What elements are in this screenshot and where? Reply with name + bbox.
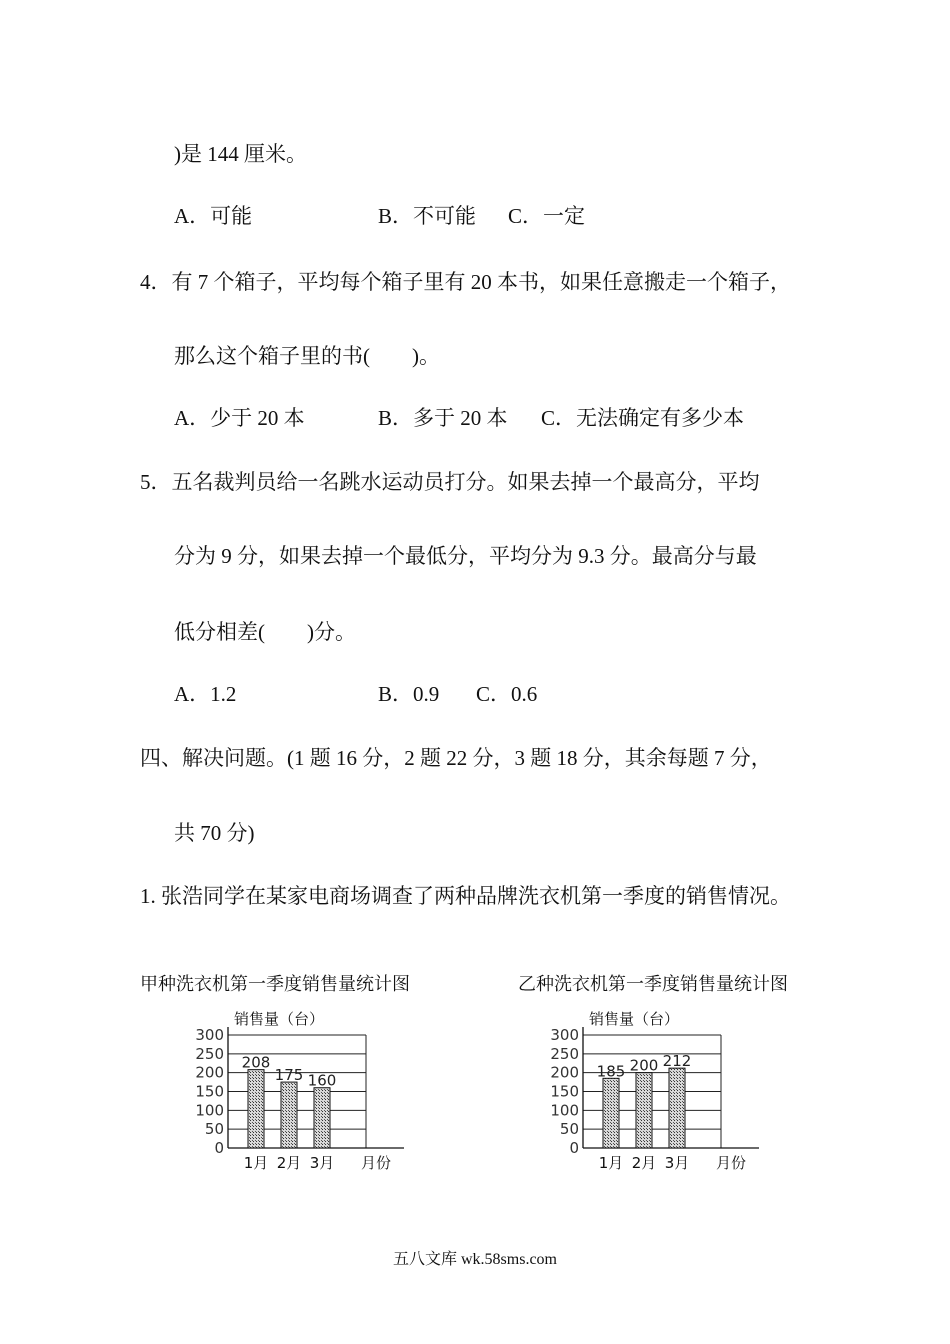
- q3-option-c: C．一定: [508, 204, 586, 228]
- chart-a-ytick-label: 100: [195, 1101, 224, 1120]
- chart-b-ytick-label: 150: [550, 1082, 579, 1101]
- q3-option-b: B．不可能: [378, 204, 477, 228]
- chart-a-ytick-label: 250: [195, 1044, 224, 1063]
- chart-b-category-label: 3月: [664, 1154, 690, 1172]
- q3-tail: )是 144 厘米。: [174, 142, 307, 166]
- chart-b-ytick-label: 200: [550, 1063, 579, 1082]
- q5-option-a: A．1.2: [174, 682, 237, 706]
- chart-a: [190, 1000, 420, 1180]
- chart-a-data-label: 160: [307, 1071, 337, 1090]
- q4-line1: 4．有 7 个箱子，平均每个箱子里有 20 本书，如果任意搬走一个箱子，: [140, 270, 791, 294]
- chart-a-ytick-label: 150: [195, 1082, 224, 1101]
- chart-a-category-label: 3月: [309, 1154, 335, 1172]
- chart-b-data-label: 212: [662, 1052, 692, 1071]
- q5-line1: 5．五名裁判员给一名跳水运动员打分。如果去掉一个最高分，平均: [140, 470, 760, 494]
- chart-a-data-label: 175: [274, 1066, 304, 1085]
- chart-a-category-label: 1月: [243, 1154, 269, 1172]
- chart-a-ylabel: 销售量（台）: [234, 1010, 325, 1028]
- footer-watermark: 五八文库 wk.58sms.com: [392, 1251, 557, 1268]
- q3-option-a: A．可能: [174, 204, 253, 228]
- chart-a-bar: [281, 1082, 297, 1148]
- problem1-text: 1. 张浩同学在某家电商场调查了两种品牌洗衣机第一季度的销售情况。: [140, 884, 791, 908]
- chart-b-ytick-label: 300: [550, 1026, 579, 1044]
- chart-b-bar: [669, 1068, 685, 1148]
- chart-b-data-label: 185: [596, 1062, 626, 1081]
- q4-option-b: B．多于 20 本: [378, 406, 508, 430]
- chart-b-category-label: 2月: [631, 1154, 657, 1172]
- q5-line2: 分为 9 分，如果去掉一个最低分，平均分为 9.3 分。最高分与最: [174, 544, 757, 568]
- chart-b: [545, 1000, 775, 1180]
- q5-option-b: B．0.9: [378, 682, 440, 706]
- chart-a-ytick-label: 200: [195, 1063, 224, 1082]
- chart-b-ytick-label: 0: [569, 1139, 579, 1157]
- chart-b-data-label: 200: [629, 1056, 659, 1075]
- q4-option-c: C．无法确定有多少本: [541, 406, 745, 430]
- chart-b-ytick-label: 100: [550, 1101, 579, 1120]
- chart-b-bar: [603, 1078, 619, 1148]
- chart-a-bar: [314, 1088, 330, 1148]
- chart-b-bar: [636, 1073, 652, 1148]
- q5-line3: 低分相差( )分。: [174, 620, 356, 644]
- chart-a-ytick-label: 50: [204, 1120, 224, 1139]
- chart-a-bar: [248, 1070, 264, 1148]
- chart-a-ytick-label: 0: [214, 1139, 224, 1157]
- q4-line2: 那么这个箱子里的书( )。: [174, 344, 440, 368]
- chart-a-title: 甲种洗衣机第一季度销售量统计图: [140, 974, 410, 995]
- chart-b-xlabel: 月份: [715, 1154, 747, 1172]
- chart-b-title: 乙种洗衣机第一季度销售量统计图: [518, 974, 788, 995]
- chart-a-xlabel: 月份: [360, 1154, 392, 1172]
- chart-a-category-label: 2月: [276, 1154, 302, 1172]
- section4-heading-line1: 四、解决问题。(1 题 16 分，2 题 22 分，3 题 18 分，其余每题 7 分，: [140, 746, 772, 770]
- q5-option-c: C．0.6: [476, 682, 538, 706]
- chart-a-ytick-label: 300: [195, 1026, 224, 1044]
- chart-b-category-label: 1月: [598, 1154, 624, 1172]
- section4-heading-line2: 共 70 分): [174, 821, 255, 845]
- chart-b-ytick-label: 50: [559, 1120, 579, 1139]
- chart-b-ylabel: 销售量（台）: [589, 1010, 680, 1028]
- q4-option-a: A．少于 20 本: [174, 406, 305, 430]
- chart-b-ytick-label: 250: [550, 1044, 579, 1063]
- chart-a-data-label: 208: [241, 1053, 271, 1072]
